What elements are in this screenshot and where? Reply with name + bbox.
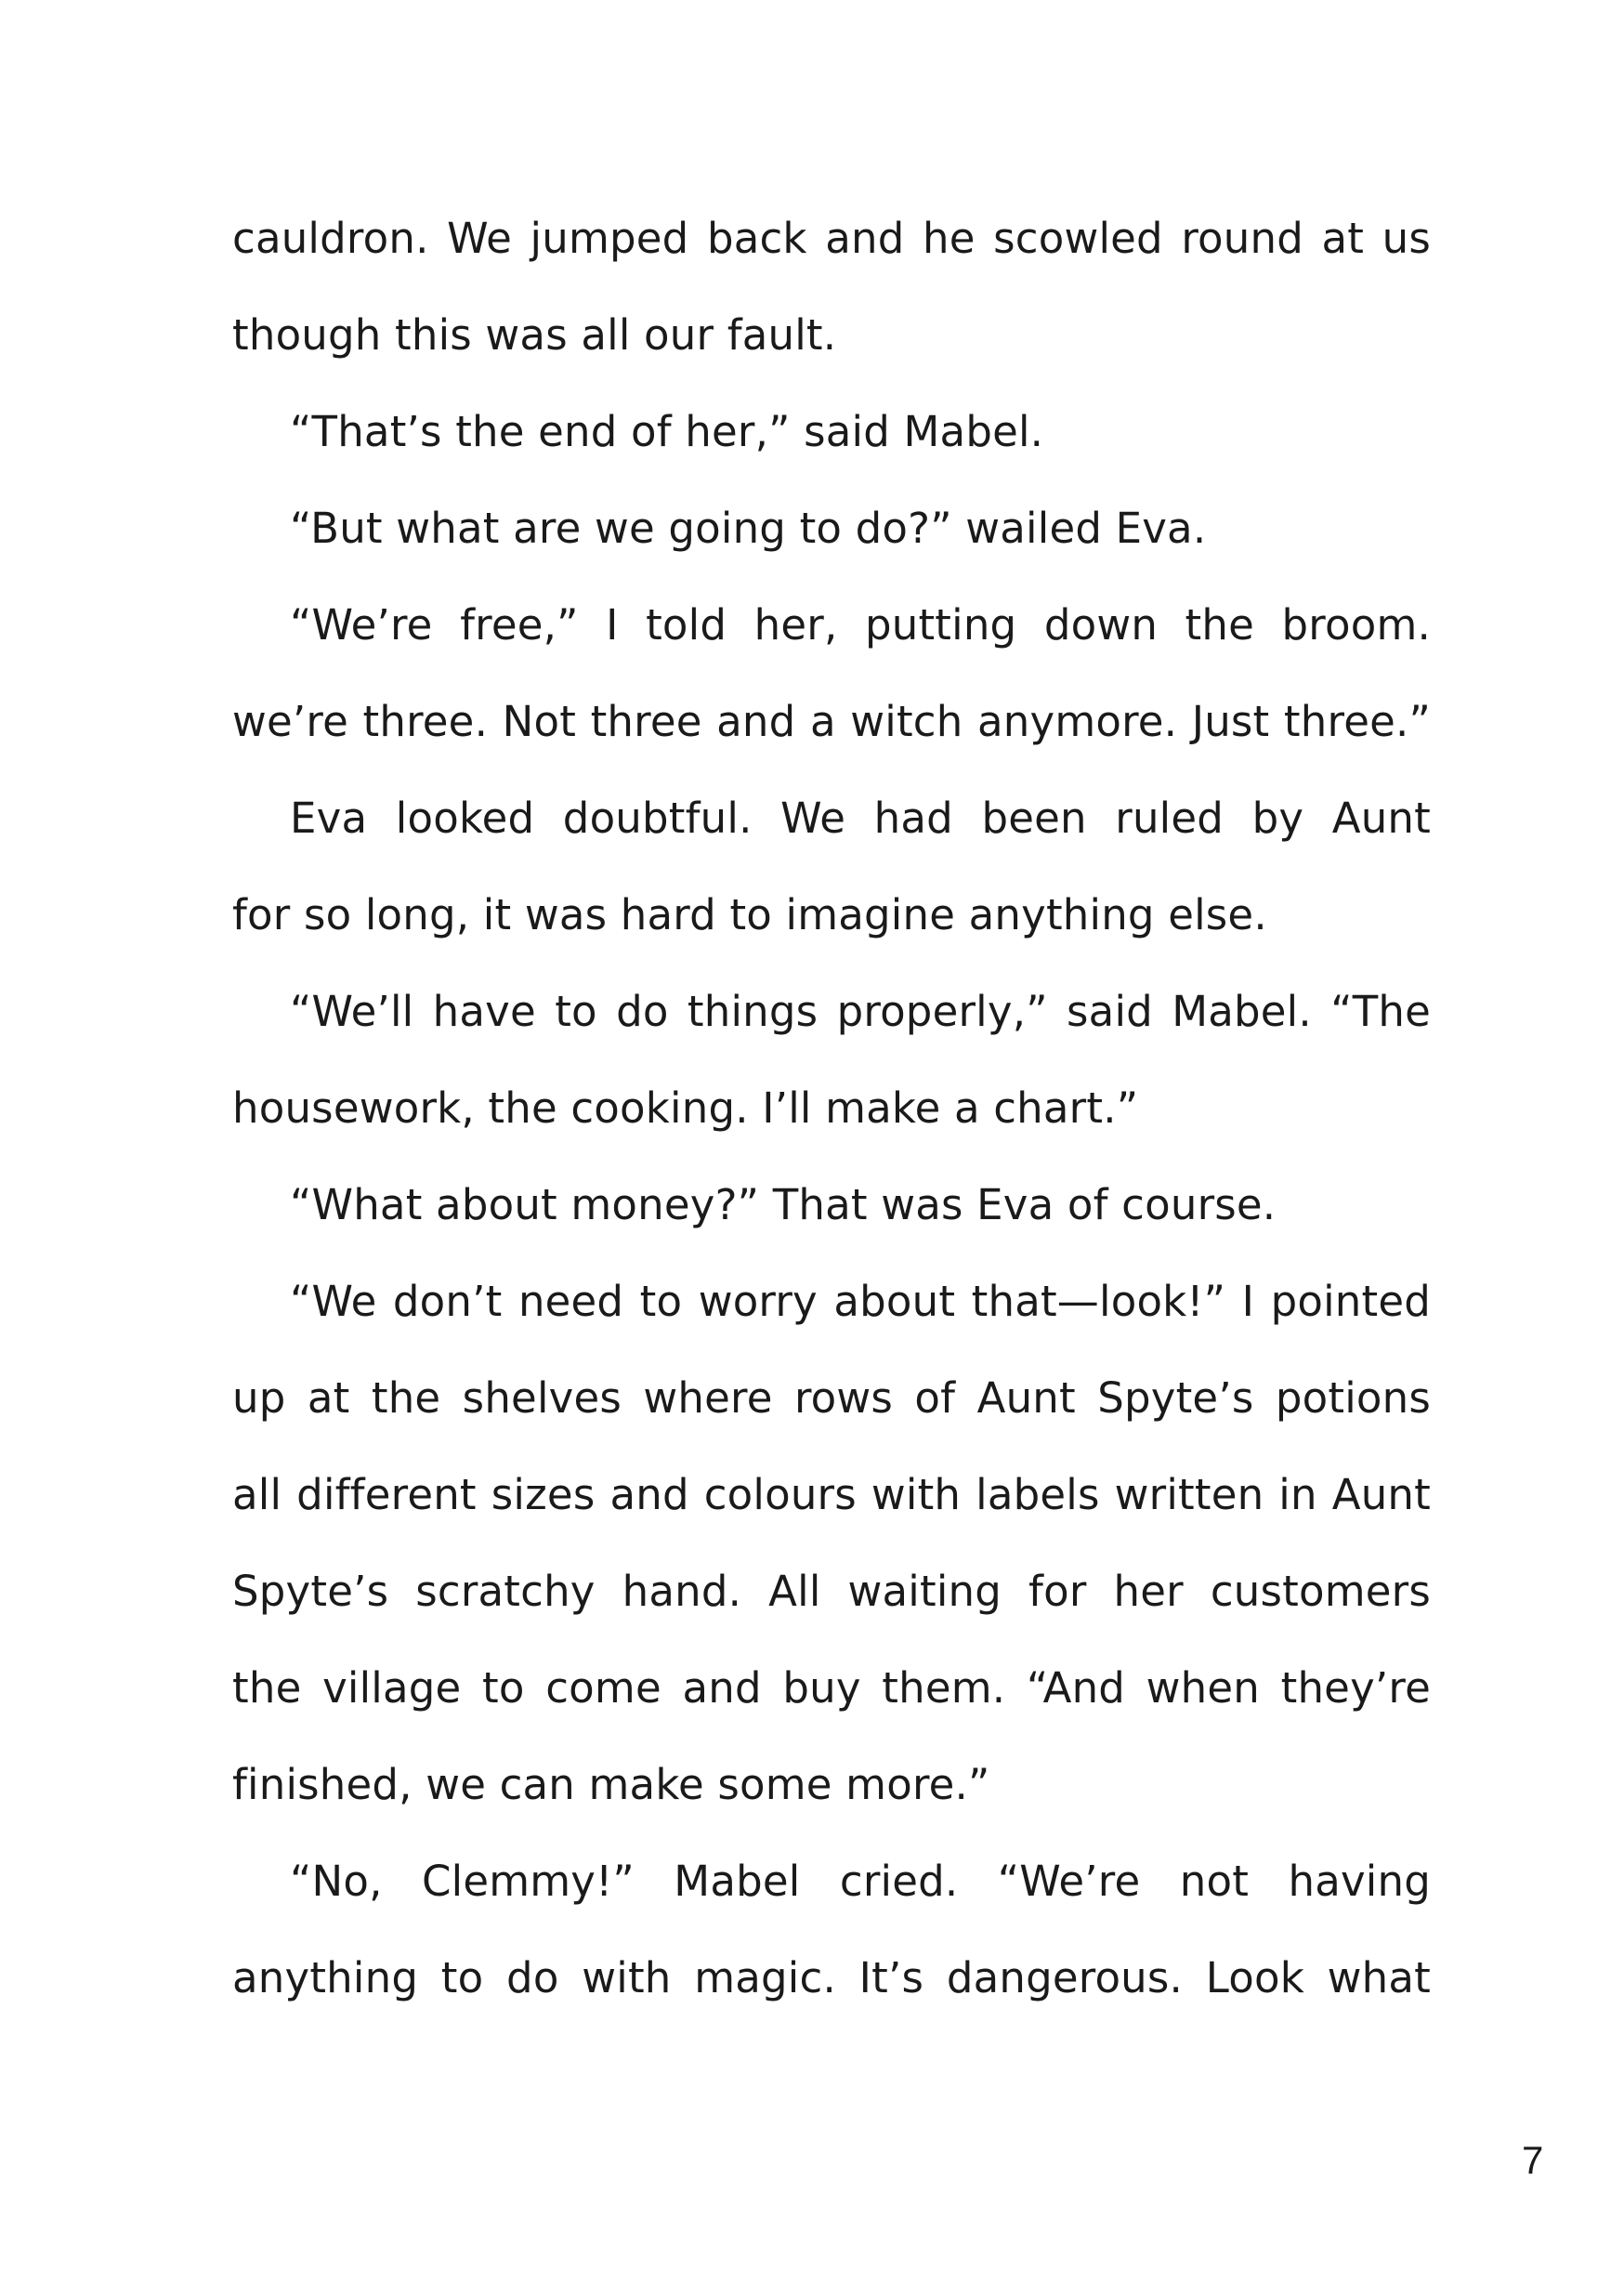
text-line: Spyte’s scratchy hand. All waiting for her customers	[232, 1567, 1431, 1616]
text-line: finished, we can make some more.”	[232, 1760, 990, 1809]
text-line: “That’s the end of her,” said Mabel.	[290, 407, 1044, 456]
text-line: we’re three. Not three and a witch anymore. Just three.”	[232, 697, 1431, 746]
text-line: for so long, it was hard to imagine anything else.	[232, 890, 1267, 939]
text-line: up at the shelves where rows of Aunt Spyte’s potions	[232, 1373, 1431, 1423]
body-text	[232, 190, 1431, 2027]
page-number: 7	[1522, 2138, 1544, 2182]
text-line: housework, the cooking. I’ll make a chart.”	[232, 1083, 1139, 1133]
text-line: “We’ll have to do things properly,” said Mabel. “The	[290, 987, 1431, 1036]
text-line: cauldron. We jumped back and he scowled round at us	[232, 214, 1431, 263]
text-line: “We don’t need to worry about that—look!” I pointed	[290, 1277, 1431, 1326]
text-line: “No, Clemmy!” Mabel cried. “We’re not having	[290, 1857, 1431, 1906]
text-line: the village to come and buy them. “And when they’re	[232, 1663, 1431, 1713]
text-line: “We’re free,” I told her, putting down the broom.	[290, 600, 1431, 650]
text-line: anything to do with magic. It’s dangerous. Look what	[232, 1953, 1431, 2002]
text-line: though this was all our fault.	[232, 310, 837, 360]
text-line: all different sizes and colours with labels written in Aunt	[232, 1470, 1431, 1519]
text-line: Eva looked doubtful. We had been ruled by Aunt	[290, 794, 1431, 843]
text-line: “What about money?” That was Eva of course.	[290, 1180, 1277, 1229]
text-line: “But what are we going to do?” wailed Eva.	[290, 504, 1207, 553]
